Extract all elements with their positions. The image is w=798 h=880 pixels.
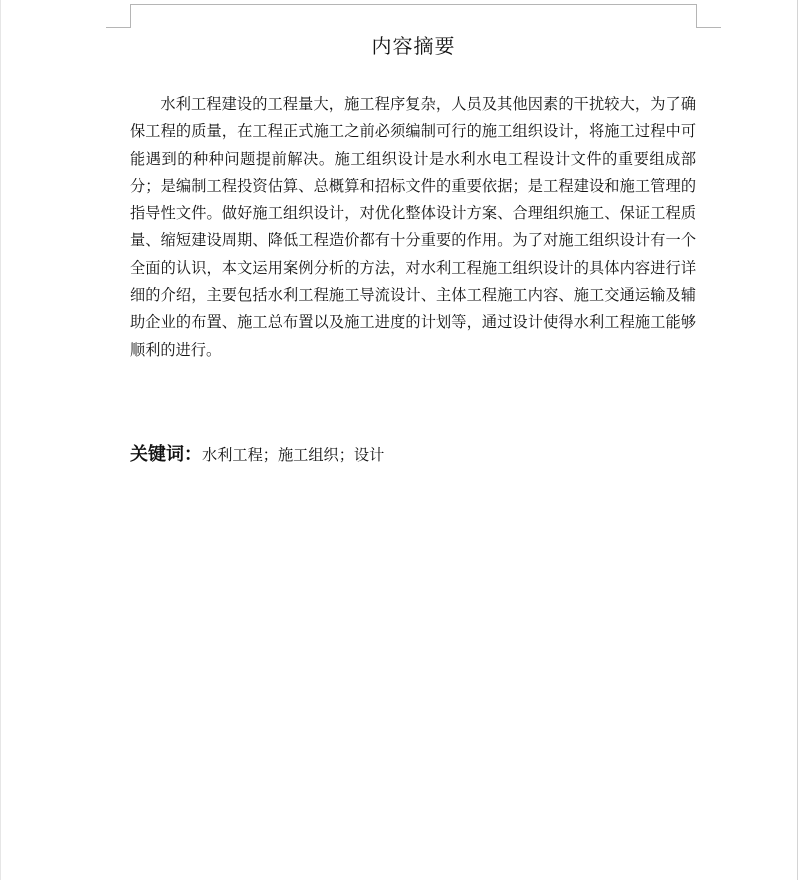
crop-mark-right-horizontal bbox=[696, 27, 721, 28]
crop-mark-left-vertical bbox=[130, 4, 131, 28]
crop-mark-right-vertical bbox=[696, 4, 697, 28]
keywords-label: 关键词： bbox=[130, 444, 202, 465]
keywords-value: 水利工程；施工组织；设计 bbox=[202, 446, 385, 464]
keywords-line bbox=[130, 441, 696, 469]
crop-mark-left-horizontal bbox=[106, 27, 131, 28]
page-top-border bbox=[130, 4, 697, 5]
abstract-paragraph: 水利工程建设的工程量大，施工程序复杂，人员及其他因素的干扰较大，为了确保工程的质量，在工程正式施工之前必须编制可行的施工组织设计，将施工过程中可能遇到的种种问题提前解决。施工组织设计是水利水电工程设计文件的重要组成部分；是编制工程投资估算、总概算和招标文件的重要依据；是工程建设和施工管理的指导性文件。做好施工组织设计，对优化整体设计方案、合理组织施工、保证工程质量、缩短建设周期、降低工程造价都有十分重要的作用。为了对施工组织设计有一个全面的认识，本文运用案例分析的方法，对水利工程施工组织设计的具体内容进行详细的介绍，主要包括水利工程施工导流设计、主体工程施工内容、施工交通运输及辅助企业的布置、施工总布置以及施工进度的计划等，通过设计使得水利工程施工能够顺利的进行。 bbox=[130, 95, 696, 359]
page-title: 内容摘要 bbox=[371, 34, 456, 58]
